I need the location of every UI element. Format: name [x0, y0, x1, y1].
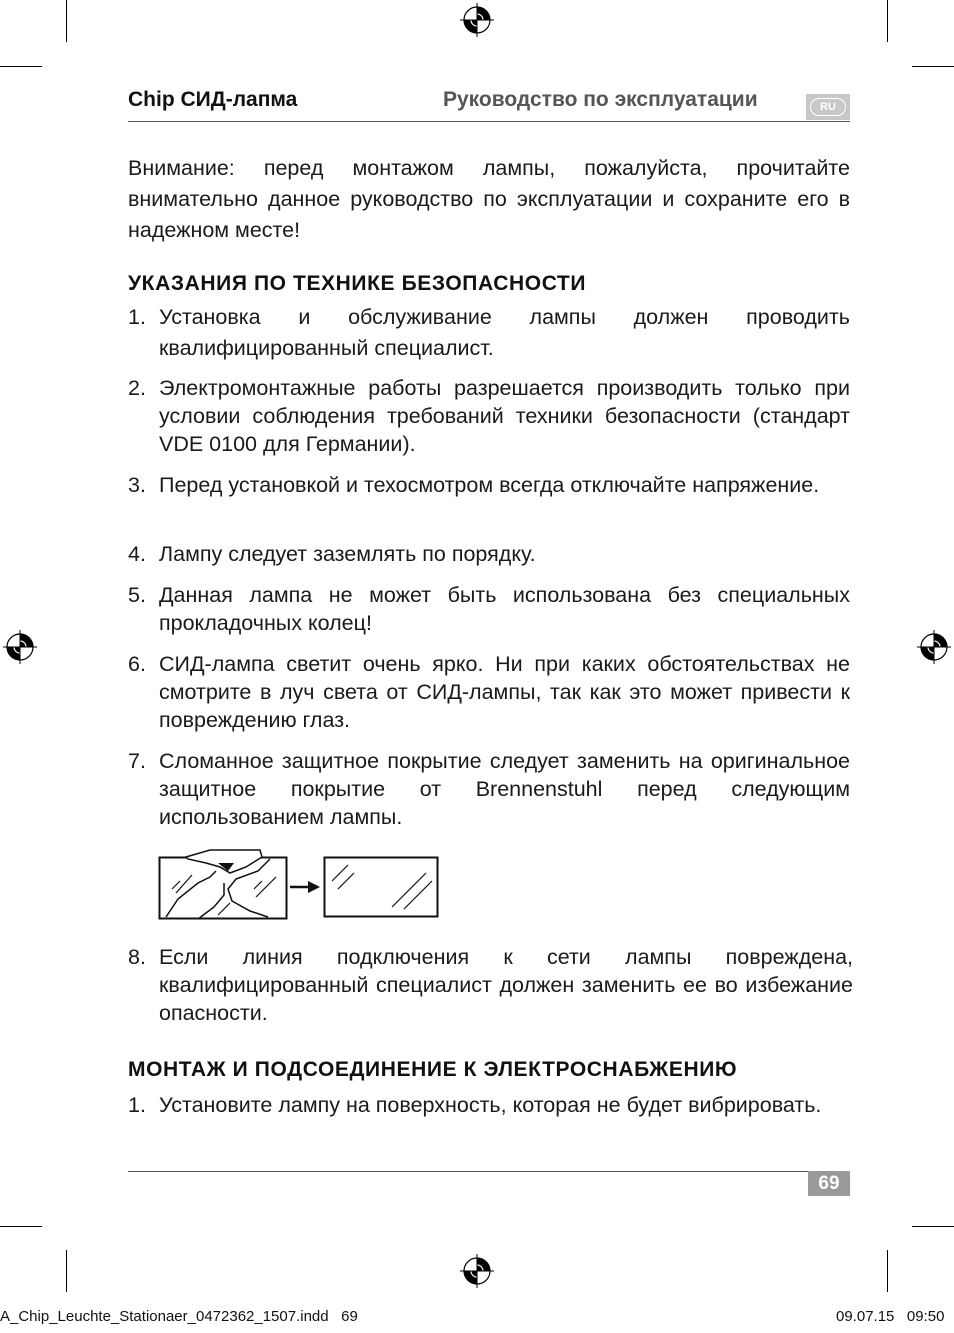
- item-number: 1.: [128, 305, 146, 329]
- crop-mark: [887, 0, 888, 42]
- item-text: СИД-лампа светит очень ярко. Ни при каких обстоятельствах не смотрите в луч света от СИД-лампы, так как это может привести к повреждению глаз.: [159, 652, 850, 732]
- crop-mark: [887, 1250, 888, 1292]
- list-item: [128, 374, 850, 458]
- crop-mark: [0, 1226, 42, 1227]
- language-code: RU: [810, 98, 846, 116]
- list-item: [128, 471, 850, 499]
- list-item: [128, 1091, 850, 1119]
- registration-mark-icon: [460, 3, 494, 37]
- print-slug-date: 09.07.15 09:50: [836, 1308, 945, 1325]
- item-number: 2.: [128, 376, 146, 400]
- page-number: 69: [808, 1171, 850, 1196]
- item-number: 6.: [128, 652, 146, 676]
- item-text: Установка и обслуживание лампы должен проводить квалифицированный специалист.: [159, 305, 850, 360]
- item-text: Если линия подключения к сети лампы повреждена, квалифицированный специалист должен заменить ее во избежание опасности.: [159, 945, 853, 1025]
- crop-mark: [912, 66, 954, 67]
- list-item: [128, 540, 850, 568]
- crop-mark: [66, 1250, 67, 1292]
- item-text: Данная лампа не может быть использована без специальных прокладочных колец!: [159, 583, 850, 635]
- crop-mark: [912, 1226, 954, 1227]
- list-item: [128, 650, 850, 734]
- list-item: [128, 302, 850, 364]
- item-text: Перед установкой и техосмотром всегда отключайте напряжение.: [159, 473, 820, 497]
- item-text: Установите лампу на поверхность, которая не будет вибрировать.: [159, 1093, 822, 1117]
- safety-heading: УКАЗАНИЯ ПО ТЕХНИКЕ БЕЗОПАСНОСТИ: [128, 272, 587, 295]
- item-number: 3.: [128, 473, 146, 497]
- item-number: 4.: [128, 542, 146, 566]
- footer-divider: [128, 1171, 808, 1172]
- broken-cover-icon: [160, 850, 287, 919]
- language-badge: [806, 94, 850, 120]
- item-text: Лампу следует заземлять по порядку.: [159, 542, 536, 566]
- registration-mark-icon: [3, 630, 37, 664]
- item-number: 1.: [128, 1093, 146, 1117]
- crop-mark: [0, 66, 42, 67]
- item-text: Сломанное защитное покрытие следует заменить на оригинальное защитное покрытие от Brennenstuhl перед следующим использованием лампы.: [159, 749, 850, 829]
- product-title: Chip СИД-лапма: [128, 88, 298, 111]
- cover-replacement-illustration: [158, 849, 440, 921]
- list-item: [128, 581, 850, 637]
- item-number: 7.: [128, 749, 146, 773]
- mounting-heading: МОНТАЖ И ПОДСОЕДИНЕНИЕ К ЭЛЕКТРОСНАБЖЕНИЮ: [128, 1058, 738, 1081]
- item-number: 5.: [128, 583, 146, 607]
- list-item: [128, 747, 850, 831]
- registration-mark-icon: [917, 630, 951, 664]
- list-item: [128, 943, 853, 1027]
- manual-title: Руководство по эксплуатации: [443, 88, 758, 111]
- header-divider: [128, 121, 850, 122]
- arrow-right-icon: [290, 881, 320, 893]
- item-number: 8.: [128, 945, 146, 969]
- registration-mark-icon: [460, 1254, 494, 1288]
- print-slug-file: A_Chip_Leuchte_Stationaer_0472362_1507.indd 69: [0, 1308, 358, 1325]
- item-text: Электромонтажные работы разрешается производить только при условии соблюдения требований техники безопасности (стандарт VDE 0100 для Германии).: [159, 376, 850, 456]
- intro-paragraph: Внимание: перед монтажом лампы, пожалуйста, прочитайте внимательно данное руководство по эксплуатации и сохраните его в надежном месте!: [128, 156, 850, 242]
- new-cover-icon: [325, 858, 438, 917]
- crop-mark: [66, 0, 67, 42]
